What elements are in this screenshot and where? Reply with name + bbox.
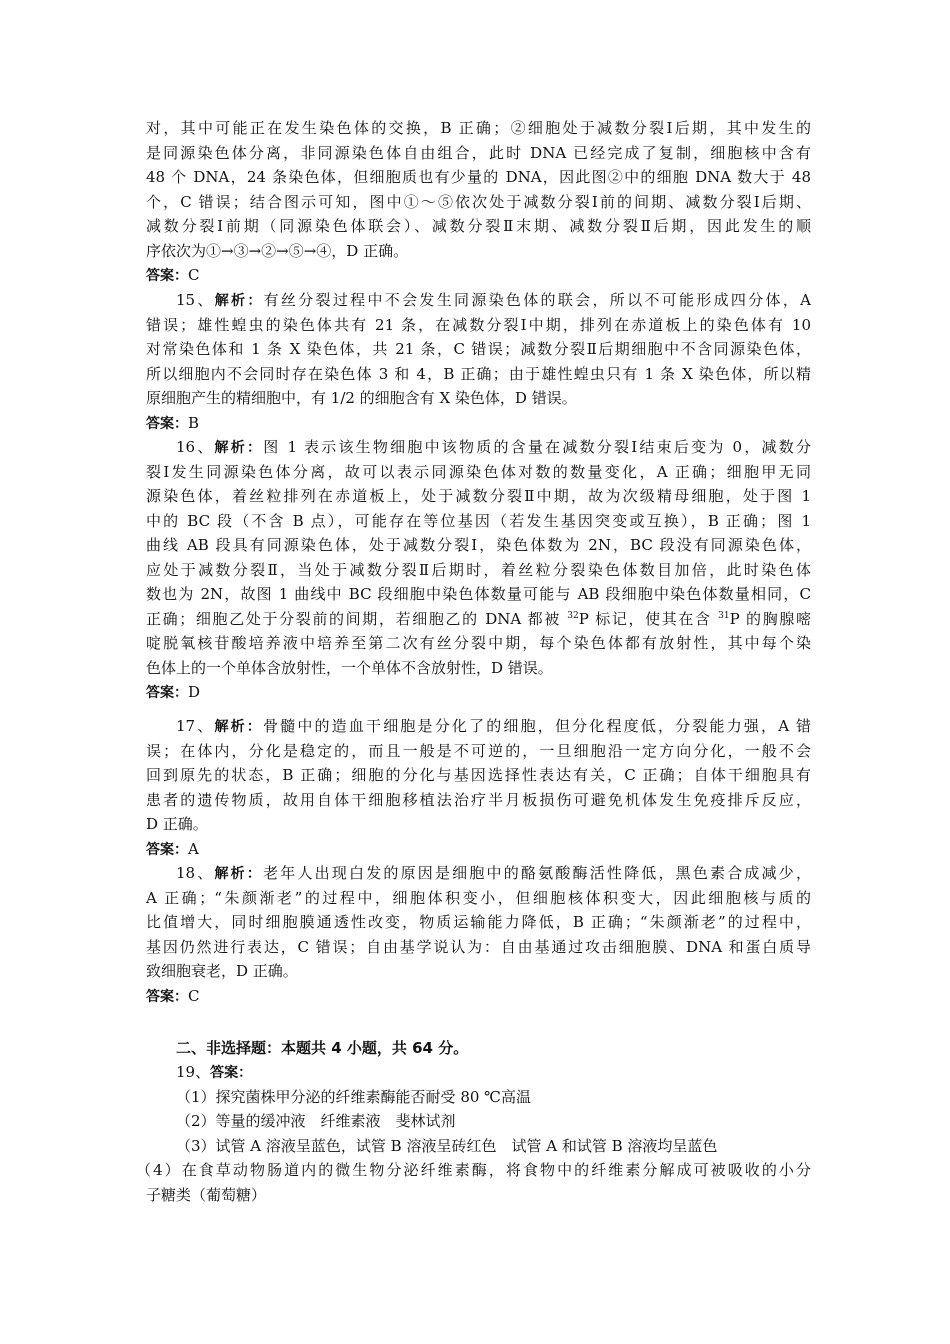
- text-line: 回到原先的状态，B 正确；细胞的分化与基因选择性表达有关，C 正确；自体干细胞具有: [146, 766, 811, 784]
- answer-label: 答案：: [210, 1065, 253, 1081]
- text-line: 啶脱氧核苷酸培养液中培养至第二次有丝分裂中期，每个染色体都有放射性，其中每个染: [146, 634, 811, 652]
- text-line: 数也为 2N，故图 1 曲线中 BC 段细胞中染色体数量可能与 AB 段细胞中染色体数量相同，C: [146, 585, 811, 603]
- section-heading: 二、非选择题：本题共 4 小题，共 64 分。: [176, 1039, 469, 1057]
- text-line: 源染色体，着丝粒排列在赤道板上，处于减数分裂Ⅱ中期，故为次级精母细胞，处于图 1: [146, 487, 811, 505]
- text-line: [146, 861, 811, 886]
- text-line: 序依次为①→③→②→⑤→④，D 正确。: [146, 241, 409, 260]
- answer-line: [146, 984, 811, 1009]
- question-19-answer: [136, 1060, 811, 1207]
- text-line: 错误；雄性蝗虫的染色体共有 21 条，在减数分裂Ⅰ中期，排列在赤道板上的染色体有 10: [146, 315, 811, 334]
- text-line: 原细胞产生的精细胞中，有 1/2 的细胞含有 X 染色体，D 错误。: [146, 389, 577, 407]
- text-line: 中的 BC 段（不含 B 点），可能存在等位基因（若发生基因突变或互换），B 正确；图 1: [146, 511, 811, 530]
- analysis-label: 解析：: [214, 440, 264, 456]
- text-line: [146, 1060, 811, 1085]
- answer-label: 答案：: [146, 685, 188, 701]
- question-number: 18、: [176, 864, 215, 882]
- question-number: 16、: [176, 438, 215, 456]
- answer-line: [146, 411, 811, 436]
- text-line: 48 个 DNA，24 条染色体，但细胞质也有少量的 DNA，因此图②中的细胞 DNA 数大于 48: [146, 168, 811, 186]
- question-17-explanation: [146, 714, 811, 861]
- answer-item: （1）探究菌株甲分泌的纤维素酶能否耐受 80 ℃高温: [176, 1087, 531, 1106]
- text-segment: 图 1 表示该生物细胞中该物质的含量在减数分裂Ⅰ结束后变为 0，减数分: [263, 438, 812, 456]
- answer-label: 答案：: [146, 415, 188, 432]
- question-18-explanation: [146, 861, 811, 1008]
- text-line: 曲线 AB 段具有同源染色体，处于减数分裂Ⅰ，染色体数为 2N，BC 段没有同源染色体，: [146, 536, 811, 554]
- question-15-explanation: [146, 288, 811, 435]
- text-line: 致细胞衰老，D 正确。: [146, 962, 298, 980]
- text-line: 是同源染色体分离，非同源染色体自由组合，此时 DNA 已经完成了复制，细胞核中含有: [146, 143, 811, 162]
- text-segment: P 标记，使其在含: [578, 609, 719, 628]
- answer-line: [146, 680, 811, 705]
- text-line: 裂Ⅰ发生同源染色体分离，故可以表示同源染色体对数的数量变化，A 正确；细胞甲无同: [146, 462, 811, 481]
- text-segment: 老年人出现白发的原因是细胞中的酪氨酸酶活性降低，黑色素合成减少，: [263, 864, 811, 882]
- text-segment: P 的胸腺嘧: [729, 609, 811, 628]
- analysis-label: 解析：: [214, 293, 264, 309]
- answer-item: （2）等量的缓冲液 纤维素液 斐林试剂: [176, 1112, 456, 1130]
- text-line: 所以细胞内不会同时存在染色体 3 和 4，B 正确；由于雄性蝗虫只有 1 条 X 染色体，所以精: [146, 364, 811, 383]
- answer-line: [146, 837, 811, 862]
- answer-value: C: [188, 266, 200, 284]
- text-line: 患者的遗传物质，故用自体干细胞移植法治疗半月板损伤可避免机体发生免疫排斥反应，: [146, 790, 811, 809]
- section-2: [146, 1036, 811, 1061]
- text-line: 误；在体内，分化是稳定的，而且一般是不可逆的，一旦细胞沿一定方向分化，一般不会: [146, 741, 811, 760]
- answer-item: （3）试管 A 溶液呈蓝色，试管 B 溶液呈砖红色 试管 A 和试管 B 溶液均呈蓝色: [176, 1136, 718, 1155]
- text-segment: 正确；细胞乙处于分裂前的间期，若细胞乙的 DNA 都被: [146, 609, 568, 628]
- question-number: 15、: [176, 291, 215, 309]
- text-line: 基因仍然进行表达，C 错误；自由基学说认为：自由基通过攻击细胞膜、DNA 和蛋白质导: [146, 937, 811, 956]
- text-line: 色体上的一个单体含放射性，一个单体不含放射性，D 错误。: [146, 658, 553, 677]
- answer-line: [146, 263, 811, 288]
- answer-label: 答案：: [146, 841, 188, 858]
- question-number: 17、: [176, 717, 215, 735]
- question-16-explanation: [146, 435, 811, 705]
- analysis-label: 解析：: [214, 866, 264, 882]
- analysis-label: 解析：: [214, 719, 263, 735]
- text-line: 对，其中可能正在发生染色体的交换，B 正确；②细胞处于减数分裂Ⅰ后期，其中发生的: [146, 119, 811, 137]
- answer-item: 子糖类（葡萄糖）: [146, 1185, 267, 1204]
- answer-value: D: [188, 683, 201, 701]
- text-line: 比值增大，同时细胞膜通透性改变，物质运输能力降低，B 正确；“朱颜渐老”的过程中，: [146, 913, 811, 931]
- text-line: 应处于减数分裂Ⅱ，当处于减数分裂Ⅱ后期时，着丝粒分裂染色体数目加倍，此时染色体: [146, 560, 811, 579]
- answer-value: C: [188, 986, 200, 1005]
- text-line: D 正确。: [146, 815, 208, 833]
- text-segment: 有丝分裂过程中不会发生同源染色体的联会，所以不可能形成四分体，A: [263, 291, 811, 309]
- answer-value: B: [188, 413, 200, 432]
- intro-explanation: [146, 116, 811, 288]
- text-line: [146, 714, 811, 739]
- question-number: 19、: [176, 1063, 211, 1081]
- text-line: [146, 288, 811, 313]
- text-line: [146, 607, 811, 632]
- text-line: A 正确；“朱颜渐老”的过程中，细胞体积变小，但细胞核体积变大，因此细胞核与质的: [146, 888, 811, 907]
- answer-item: （4）在食草动物肠道内的微生物分泌纤维素酶，将食物中的纤维素分解成可被吸收的小分: [136, 1161, 811, 1179]
- text-line: 个，C 错误；结合图示可知，图中①～⑤依次处于减数分裂Ⅰ前的间期、减数分裂Ⅰ后期、: [146, 192, 811, 211]
- text-line: 对常染色体和 1 条 X 染色体，共 21 条，C 错误；减数分裂Ⅱ后期细胞中不含同源染色体，: [146, 340, 811, 358]
- answer-value: A: [188, 839, 199, 858]
- isotope-superscript: 31: [718, 610, 730, 621]
- text-segment: 骨髓中的造血干细胞是分化了的细胞，但分化程度低，分裂能力强，A 错: [262, 717, 811, 735]
- text-line: [146, 435, 811, 460]
- answer-label: 答案：: [146, 268, 188, 284]
- isotope-superscript: 32: [567, 610, 579, 621]
- text-line: 减数分裂Ⅰ前期（同源染色体联会）、减数分裂Ⅱ末期、减数分裂Ⅱ后期，因此发生的顺: [146, 217, 811, 235]
- answer-label: 答案：: [146, 988, 188, 1005]
